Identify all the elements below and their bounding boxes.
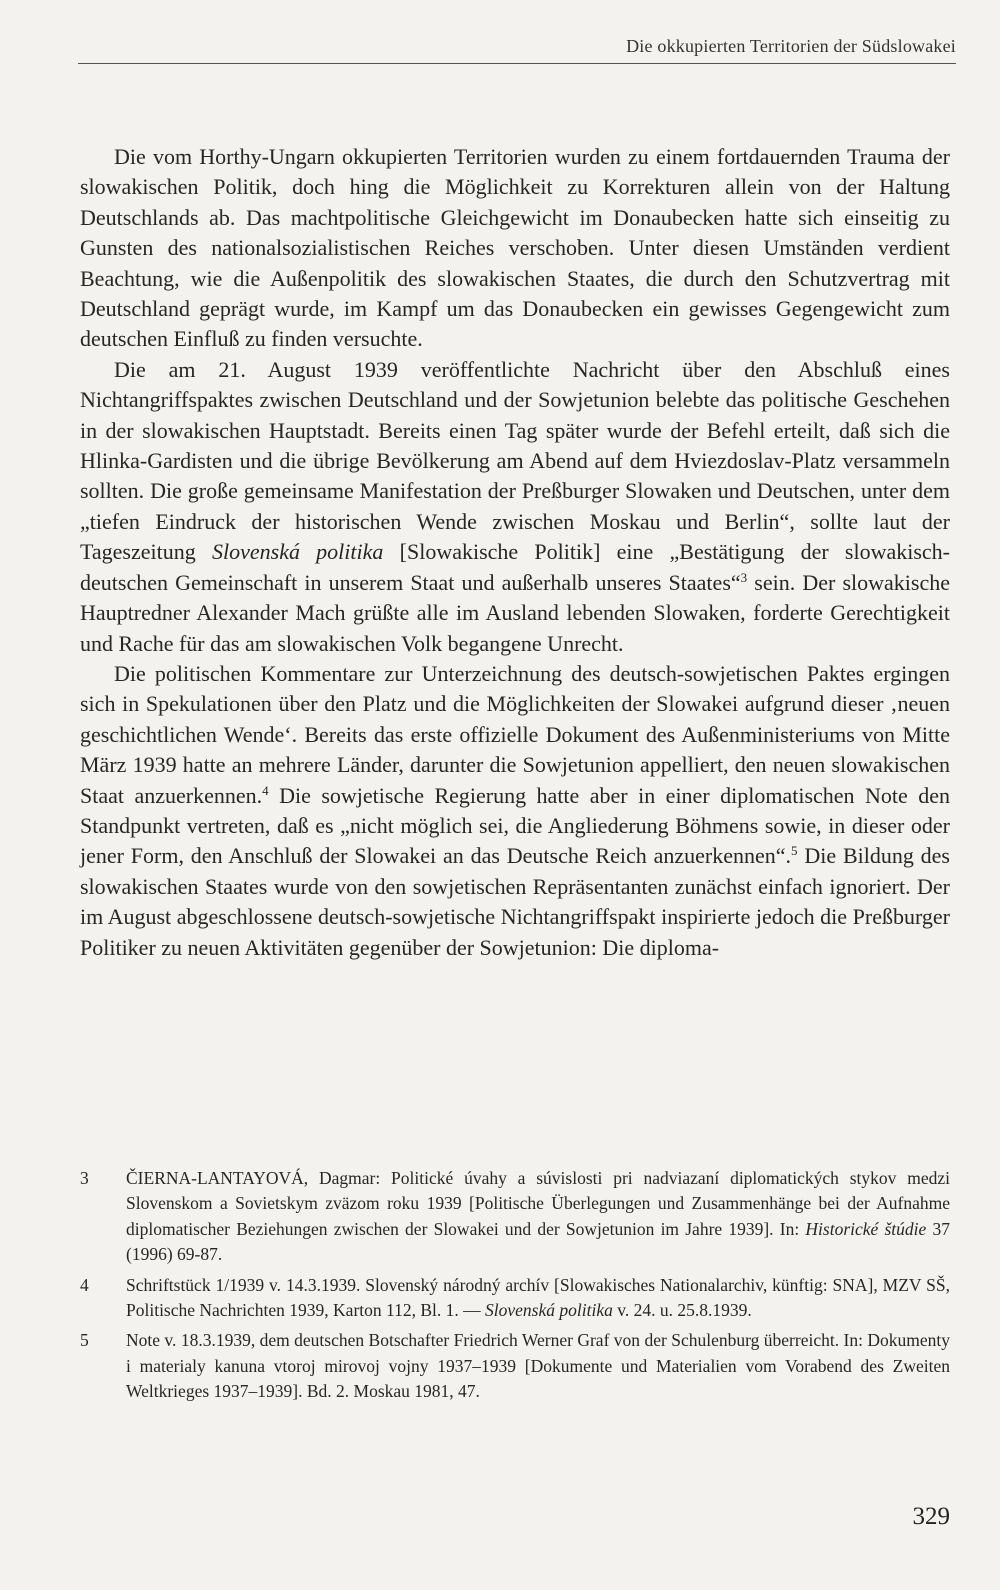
running-header: Die okkupierten Territorien der Südslowakei: [626, 36, 956, 56]
footnote: [80, 1328, 950, 1404]
footnote-text: Schriftstück 1/1939 v. 14.3.1939. Slovenský národný archív [Slowakisches Nationalarchiv, künftig: SNA], MZV SŠ, Politische Nachrichten 1939, Karton 112, Bl. 1. — Slovenská politika v. 24. u. 25.8.1939.: [126, 1274, 950, 1321]
footnote-text: ČIERNA-LANTAYOVÁ, Dagmar: Politické úvahy a súvislosti pri nadviazaní diplomatických stykov medzi Slovenskom a Sovietskym zväzom roku 1939 [Politische Überlegungen und Zusammenhänge bei der Aufnahme diplomatischer Beziehungen zwischen der Slowakei und der Sowjetunion im Jahre 1939]. In: Historické štúdie 37 (1996) 69-87.: [126, 1168, 951, 1265]
header-rule: [78, 63, 956, 64]
main-text: [80, 142, 950, 963]
paragraph-2: Die am 21. August 1939 veröffentlichte Nachricht über den Abschluß eines Nichtangriffspaktes zwischen Deutschland und der Sowjetunion belebte das politische Geschehen in der slowakischen Hauptstadt. Bereits einen Tag später wurde der Befehl erteilt, daß sich die Hlinka-Gardisten und die übrige Bevölkerung am Abend auf dem Hviezdoslav-Platz versammeln sollten. Die große gemeinsame Manifestation der Preßburger Slowaken und Deutschen, unter dem „tiefen Eindruck der historischen Wende zwischen Moskau und Berlin“, sollte laut der Tageszeitung Slovenská politika [Slowakische Politik] eine „Bestätigung der slowakisch-deutschen Gemeinschaft in unserem Staat und außerhalb unseres Staates“$^3$ sein. Der slowakische Hauptredner Alexander Mach grüßte alle im Ausland lebenden Slowaken, forderte Gerechtigkeit und Rache für das am slowakischen Volk begangene Unrecht.: [80, 356, 951, 656]
page-number: 329: [912, 1503, 950, 1530]
footnote-text: Note v. 18.3.1939, dem deutschen Botschafter Friedrich Werner Graf von der Schulenburg überreicht. In: Dokumenty i materialy kanuna vtoroj mirovoj vojny 1937–1939 [Dokumente und Materialien vom Vorabend des Zweiten Weltkrieges 1937–1939]. Bd. 2. Moskau 1981, 47.: [126, 1330, 950, 1402]
footnote-ref-4[interactable]: 4: [262, 782, 269, 798]
footnotes: [80, 1166, 950, 1410]
footnote: [80, 1273, 950, 1324]
paragraph-3: Die politischen Kommentare zur Unterzeichnung des deutsch-sowjetischen Paktes ergingen sich in Spekulationen über den Platz und die Möglichkeiten der Slowakei aufgrund dieser ‚neuen geschichtlichen Wende‘. Bereits das erste offizielle Dokument des Außenministeriums von Mitte März 1939 hatte an mehrere Länder, darunter die Sowjetunion appelliert, den neuen slowakischen Staat anzuerkennen.$^4$ Die sowjetische Regierung hatte aber in einer diplomatischen Note den Standpunkt vertreten, daß es „nicht möglich sei, die Angliederung Böhmens sowie, in dieser oder jener Form, den Anschluß der Slowakei an das Deutsche Reich anzuerkennen“.$^5$ Die Bildung des slowakischen Staates wurde von den sowjetischen Repräsentanten zunächst einfach ignoriert. Der im August abgeschlossene deutsch-sowjetische Nichtangriffspakt inspirierte jedoch die Preßburger Politiker zu neuen Aktivitäten gegenüber der Sowjetunion: Die diploma-: [80, 660, 951, 960]
footnote: [80, 1166, 950, 1268]
footnote-ref-3[interactable]: 3: [740, 569, 748, 585]
footnote-number: 5: [80, 1330, 89, 1351]
footnote-number: 3: [80, 1168, 89, 1188]
footnote-ref-5[interactable]: 5: [791, 843, 798, 859]
paragraph-1: Die vom Horthy-Ungarn okkupierten Territorien wurden zu einem fortdauernden Trauma der slowakischen Politik, doch hing die Möglichkeit zu Korrekturen allein von der Haltung Deutschlands ab. Das machtpolitische Gleichgewicht im Donaubecken hatte sich einseitig zu Gunsten des nationalsozialistischen Reiches verschoben. Unter diesen Umständen verdient Beachtung, wie die Außenpolitik des slowakischen Staates, die durch den Schutzvertrag mit Deutschland geprägt wurde, im Kampf um das Donaubecken ein gewisses Gegengewicht zum deutschen Einfluß zu finden versuchte.: [80, 144, 950, 352]
newspaper-title: Slovenská politika: [211, 539, 384, 565]
footnote-number: 4: [80, 1274, 89, 1295]
